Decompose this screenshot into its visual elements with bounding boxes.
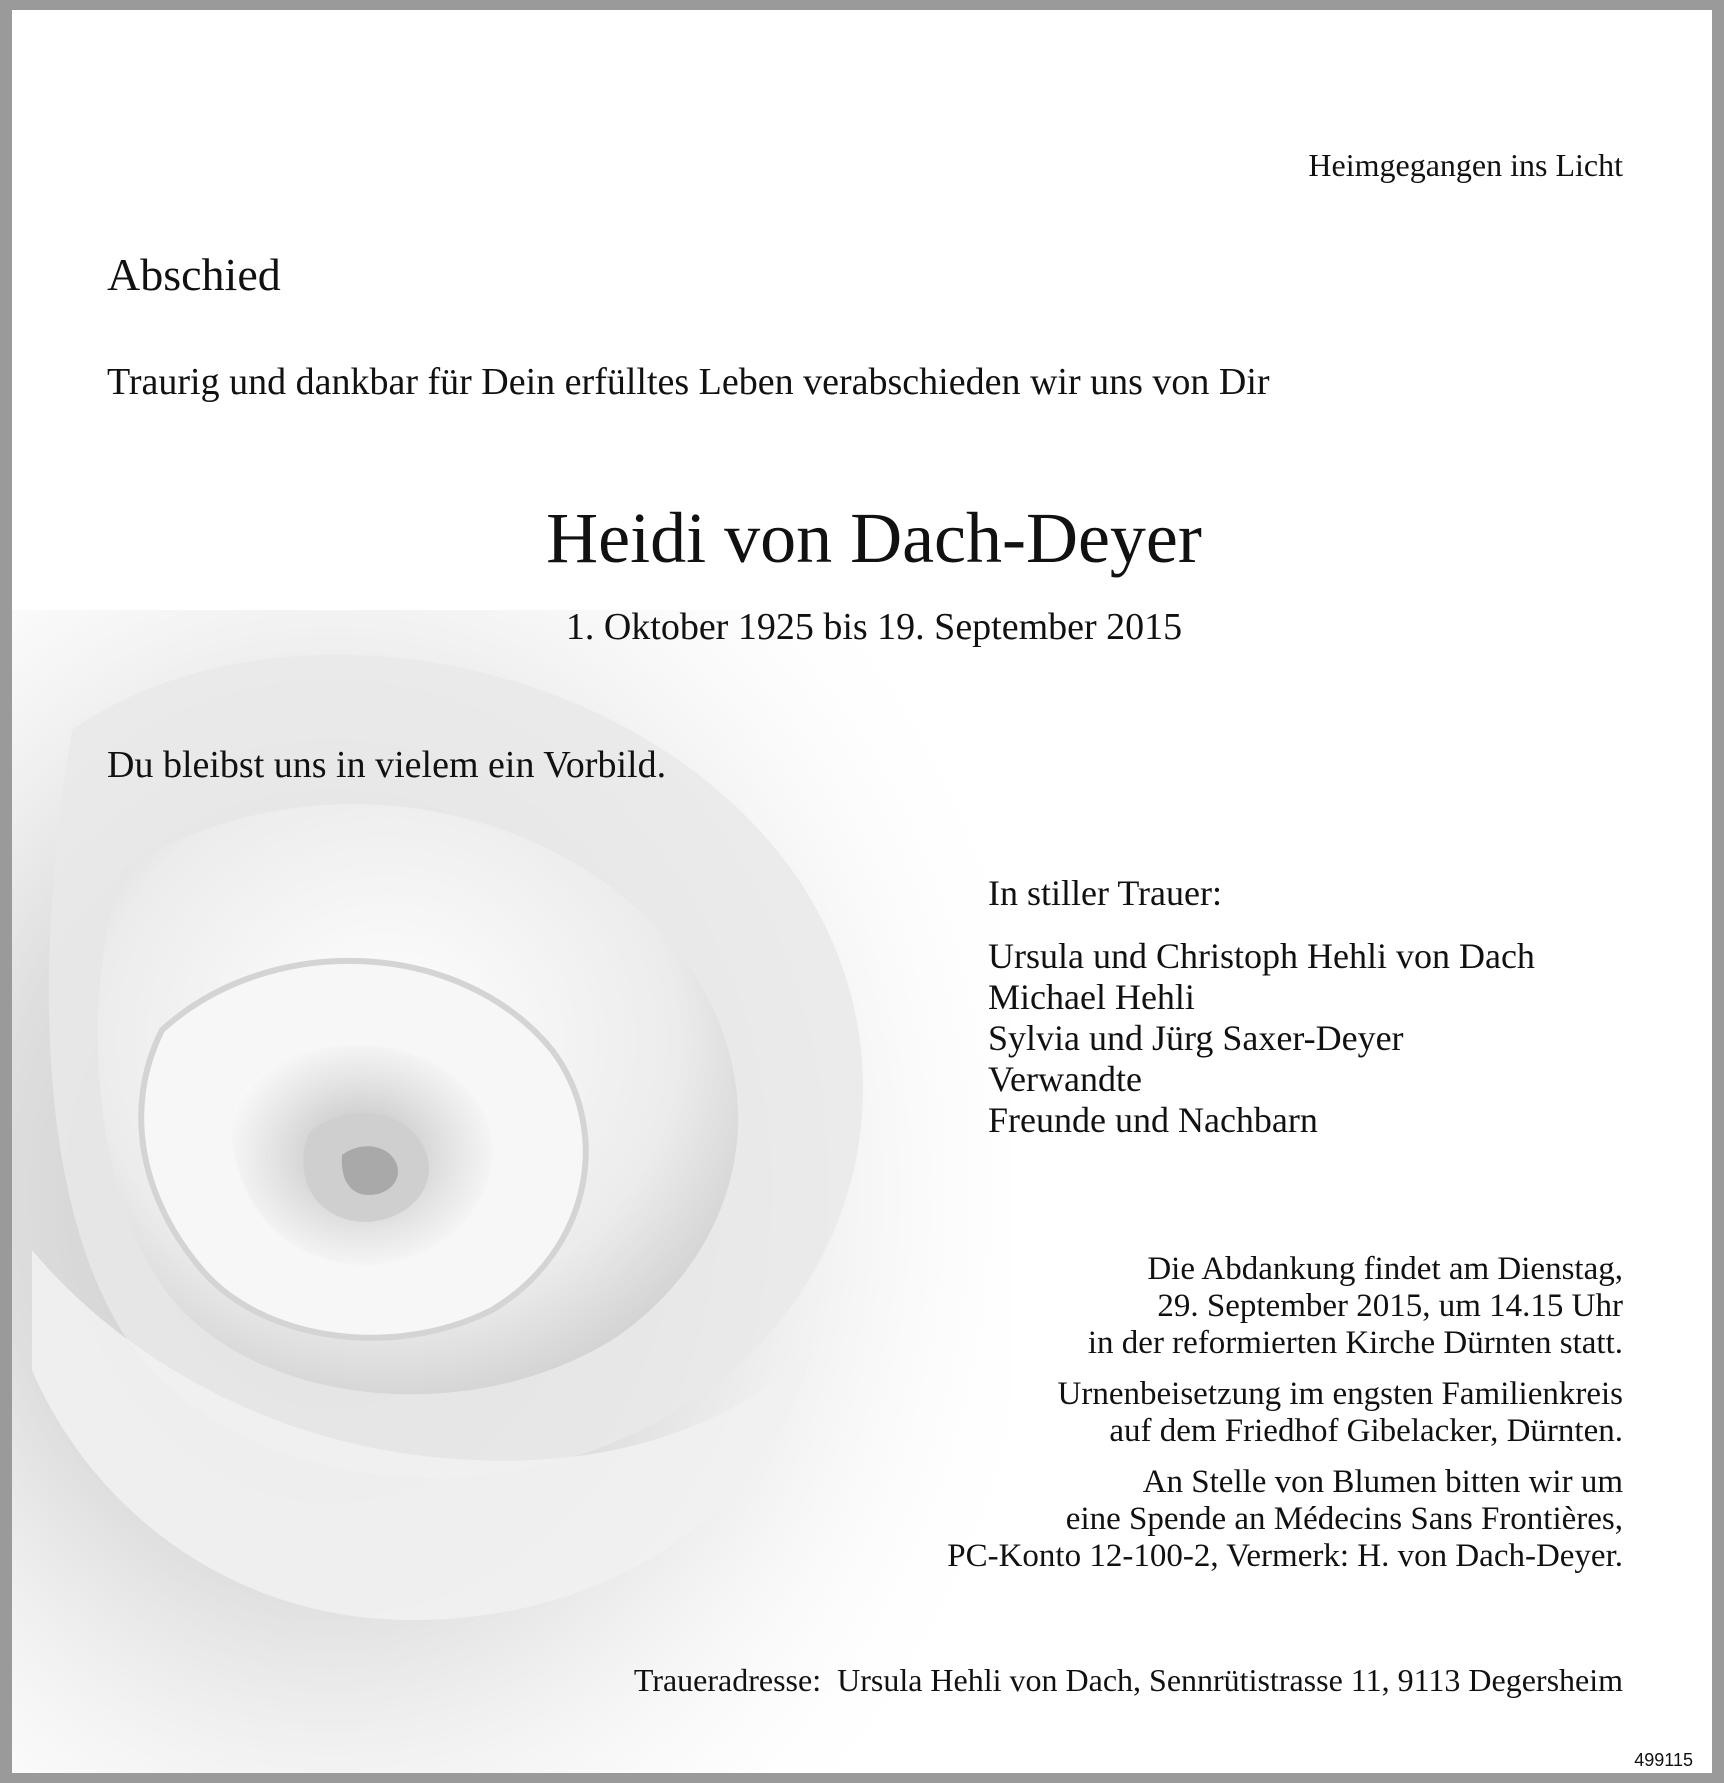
mourner-name: Michael Hehli [988, 977, 1195, 1017]
mourner-name: Verwandte [988, 1059, 1142, 1099]
deceased-name: Heidi von Dach-Deyer [546, 498, 1202, 578]
donation-line: An Stelle von Blumen bitten wir um [1142, 1464, 1623, 1500]
heading: Abschied [107, 249, 281, 300]
mourners-title: In stiller Trauer: [988, 873, 1222, 913]
mourner-name: Sylvia und Jürg Saxer-Deyer [988, 1018, 1404, 1058]
service-info [947, 1251, 1623, 1589]
address-label: Traueradresse: [633, 1662, 822, 1698]
ceremony-line: Die Abdankung findet am Dienstag, [1147, 1251, 1623, 1287]
donation-paragraph [947, 1464, 1623, 1575]
mourner-name: Freunde und Nachbarn [988, 1100, 1318, 1140]
burial-paragraph [947, 1376, 1623, 1450]
funeral-address [634, 1662, 1623, 1699]
address-value: Ursula Hehli von Dach, Sennrütistrasse 11, 9113 Degersheim [837, 1662, 1623, 1698]
quote-line: Du bleibst uns in vielem ein Vorbild. [107, 744, 667, 786]
ceremony-line: 29. September 2015, um 14.15 Uhr [1157, 1288, 1623, 1324]
obituary-notice [12, 10, 1712, 1773]
intro-line: Traurig und dankbar für Dein erfülltes Leben verabschieden wir uns von Dir [107, 361, 1270, 403]
donation-line: PC-Konto 12-100-2, Vermerk: H. von Dach-Deyer. [947, 1538, 1623, 1574]
burial-line: Urnenbeisetzung im engsten Familienkreis [1057, 1376, 1623, 1412]
ad-number: 499115 [1634, 1750, 1693, 1770]
life-dates: 1. Oktober 1925 bis 19. September 2015 [565, 606, 1183, 648]
mourners-block [988, 873, 1535, 1141]
mourner-name: Ursula und Christoph Hehli von Dach [988, 936, 1535, 976]
ceremony-line: in der reformierten Kirche Dürnten statt. [1087, 1325, 1623, 1361]
name-block [12, 497, 1712, 649]
burial-line: auf dem Friedhof Gibelacker, Dürnten. [1109, 1413, 1623, 1449]
ceremony-paragraph [947, 1251, 1623, 1362]
top-right-caption: Heimgegangen ins Licht [1308, 147, 1623, 183]
donation-line: eine Spende an Médecins Sans Frontières, [1065, 1501, 1623, 1537]
